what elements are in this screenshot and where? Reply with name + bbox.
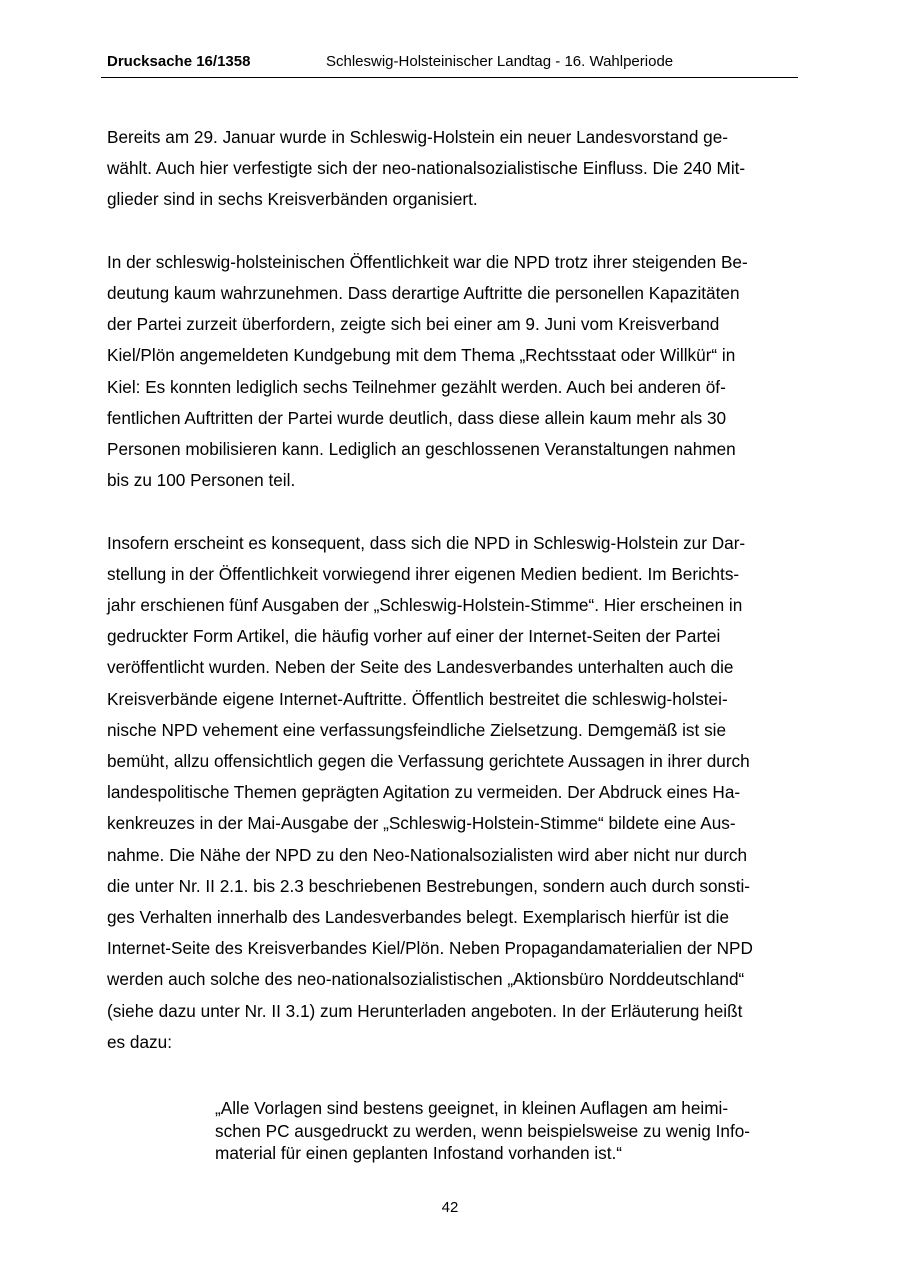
text-line: (siehe dazu unter Nr. II 3.1) zum Herunterladen angeboten. In der Erläuterung heißt: [107, 1000, 743, 1021]
paragraph: [107, 528, 807, 1058]
block-quote: [215, 1097, 805, 1165]
body-text: [107, 122, 807, 1089]
text-line: gedruckter Form Artikel, die häufig vorher auf einer der Internet-Seiten der Partei: [107, 626, 721, 647]
text-line: veröffentlicht wurden. Neben der Seite des Landesverbandes unterhalten auch die: [107, 657, 734, 678]
text-line: bemüht, allzu offensichtlich gegen die Verfassung gerichtete Aussagen in ihrer durch: [107, 751, 750, 772]
quote-line: „Alle Vorlagen sind bestens geeignet, in kleinen Auflagen am heimi-: [215, 1098, 729, 1118]
text-line: werden auch solche des neo-nationalsozialistischen „Aktionsbüro Norddeutschland“: [107, 969, 745, 990]
paragraph: [107, 122, 807, 216]
page-number: 42: [441, 1199, 459, 1216]
text-line: nahme. Die Nähe der NPD zu den Neo-Nationalsozialisten wird aber nicht nur durch: [107, 844, 748, 865]
text-line: der Partei zurzeit überfordern, zeigte sich bei einer am 9. Juni vom Kreisverband: [107, 314, 720, 335]
text-line: ges Verhalten innerhalb des Landesverbandes belegt. Exemplarisch hierfür ist die: [107, 907, 729, 928]
text-line: kenkreuzes in der Mai-Ausgabe der „Schleswig-Holstein-Stimme“ bildete eine Aus-: [107, 813, 736, 834]
text-line: es dazu:: [107, 1031, 172, 1052]
text-line: Bereits am 29. Januar wurde in Schleswig-Holstein ein neuer Landesvorstand ge-: [107, 127, 728, 147]
text-line: Insofern erscheint es konsequent, dass sich die NPD in Schleswig-Holstein zur Dar-: [107, 532, 746, 553]
text-line: Kiel/Plön angemeldeten Kundgebung mit dem Thema „Rechtsstaat oder Willkür“ in: [107, 345, 736, 366]
text-line: nische NPD vehement eine verfassungsfeindliche Zielsetzung. Demgemäß ist sie: [107, 719, 727, 740]
quote-line: material für einen geplanten Infostand vorhanden ist.“: [215, 1143, 623, 1164]
text-line: stellung in der Öffentlichkeit vorwiegend ihrer eigenen Medien bedient. Im Berichts-: [107, 563, 740, 584]
text-line: die unter Nr. II 2.1. bis 2.3 beschriebenen Bestrebungen, sondern auch durch sonsti-: [107, 875, 751, 896]
text-line: Kiel: Es konnten lediglich sechs Teilnehmer gezählt werden. Auch bei anderen öf-: [107, 376, 726, 397]
text-line: fentlichen Auftritten der Partei wurde deutlich, dass diese allein kaum mehr als 30: [107, 407, 727, 428]
header-title: Schleswig-Holsteinischer Landtag - 16. Wahlperiode: [326, 53, 674, 70]
text-line: glieder sind in sechs Kreisverbänden organisiert.: [107, 189, 478, 210]
text-line: wählt. Auch hier verfestigte sich der neo-nationalsozialistische Einfluss. Die 240 Mit-: [107, 158, 746, 179]
quote-line: schen PC ausgedruckt zu werden, wenn beispielsweise zu wenig Info-: [215, 1120, 751, 1141]
text-line: deutung kaum wahrzunehmen. Dass derartige Auftritte die personellen Kapazitäten: [107, 283, 740, 303]
text-line: Personen mobilisieren kann. Lediglich an geschlossenen Veranstaltungen nahmen: [107, 439, 736, 460]
paragraph: [107, 247, 807, 497]
document-number: Drucksache 16/1358: [107, 53, 251, 70]
text-line: landespolitische Themen geprägten Agitation zu vermeiden. Der Abdruck eines Ha-: [107, 782, 741, 803]
text-line: bis zu 100 Personen teil.: [107, 470, 296, 491]
text-line: jahr erschienen fünf Ausgaben der „Schleswig-Holstein-Stimme“. Hier erscheinen in: [107, 595, 743, 616]
page-header: [101, 52, 798, 78]
text-line: Internet-Seite des Kreisverbandes Kiel/Plön. Neben Propagandamaterialien der NPD: [107, 938, 753, 959]
text-line: In der schleswig-holsteinischen Öffentlichkeit war die NPD trotz ihrer steigenden Be-: [107, 251, 748, 272]
text-line: Kreisverbände eigene Internet-Auftritte. Öffentlich bestreitet die schleswig-holstei-: [107, 688, 728, 709]
